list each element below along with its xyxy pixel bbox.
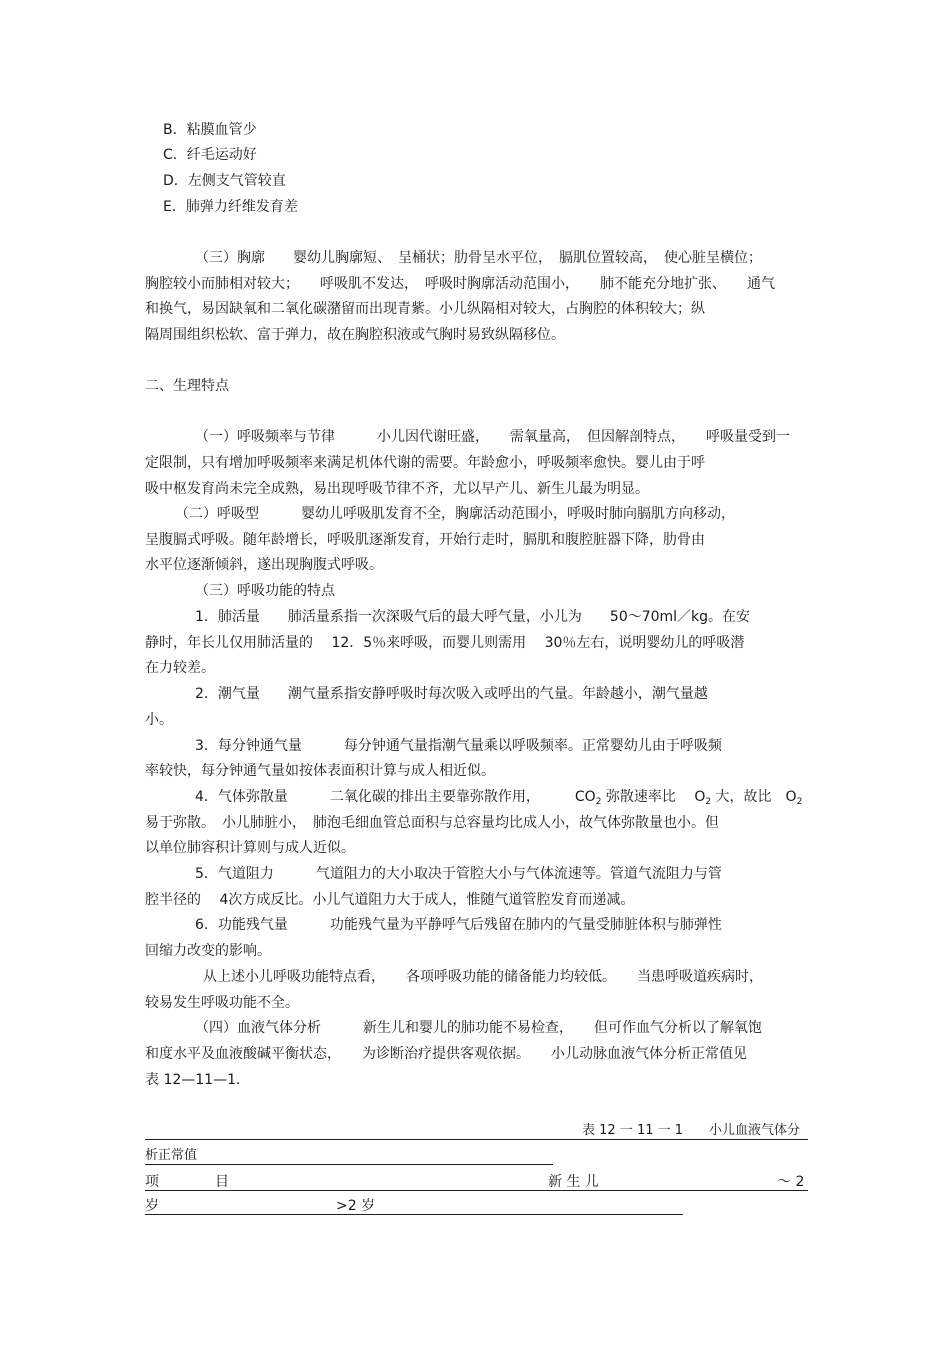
option-c: C．纤毛运动好 [163,147,257,163]
vital-capacity-line-3: 在力较差。 [145,660,215,676]
gas-diffusion-line-1 [195,788,802,811]
table-caption-rule [145,1164,553,1165]
rate-line-2: 定限制，只有增加呼吸频率来满足机体代谢的需要。年龄愈小，呼吸频率愈快。婴儿由于呼 [145,455,705,471]
gas-diffusion-text-c: 大，故比 O [711,789,797,805]
blood-gas-line-3: 表 12—11—1． [145,1072,250,1088]
blood-gas-line-1: （四）血液气体分析 新生儿和婴儿的肺功能不易检查， 但可作血气分析以了解氧饱 [195,1020,762,1036]
option-e: E．肺弹力纤维发育差 [163,199,298,215]
rate-line-3: 吸中枢发育尚未完全成熟，易出现呼吸节律不齐，尤以早产儿、新生儿最为明显。 [145,481,649,497]
gas-diffusion-line-2: 易于弥散。 小儿肺脏小， 肺泡毛细血管总面积与总容量均比成人小，故气体弥散量也小。但 [145,815,719,831]
table-header-range: ～ 2 [777,1174,805,1190]
minute-ventilation-line-1: 3．每分钟通气量 每分钟通气量指潮气量乘以呼吸频率。正常婴幼儿由于呼吸频 [195,738,722,754]
function-heading: （三）呼吸功能的特点 [195,583,335,599]
gas-diffusion-line-3: 以单位肺容积计算则与成人近似。 [145,840,355,856]
gas-diffusion-text-a: 4．气体弥散量 二氧化碳的排出主要靠弥散作用， CO [195,789,596,805]
table-header-newborn: 新 生 儿 [548,1174,599,1190]
table-header-over-2: >2 岁 [336,1198,376,1214]
table-top-rule [145,1139,808,1140]
table-header-range-unit: 岁 [145,1198,159,1214]
subscript: 2 [595,797,602,807]
residual-capacity-line-1: 6．功能残气量 功能残气量为平静呼气后残留在肺内的气量受肺脏体积与肺弹性 [195,917,722,933]
airway-resistance-line-2: 腔半径的 4次方成反比。小儿气道阻力大于成人，惟随气道管腔发育而递减。 [145,892,635,908]
table-header-bottom-rule [145,1214,683,1215]
type-line-1: （二）呼吸型 婴幼儿呼吸肌发育不全，胸廓活动范围小，呼吸时肺向膈肌方向移动， [175,506,735,522]
blood-gas-line-2: 和度水平及血液酸碱平衡状态， 为诊断治疗提供客观依据。 小儿动脉血液气体分析正常值见 [145,1046,747,1062]
subscript: 2 [796,797,803,807]
summary-line-2: 较易发生呼吸功能不全。 [145,995,299,1011]
section-heading: 二、生理特点 [145,378,229,394]
table-header-item: 项 目 [145,1174,229,1190]
option-b: B．粘膜血管少 [163,122,257,138]
thorax-line-4: 隔周围组织松软、富于弹力，故在胸腔积液或气胸时易致纵隔移位。 [145,327,565,343]
gas-diffusion-text-b: 弥散速率比 O [601,789,706,805]
table-caption: 表 12 一 11 一 1 小儿血液气体分 [582,1123,801,1138]
summary-line-1: 从上述小儿呼吸功能特点看， 各项呼吸功能的储备能力均较低。 当患呼吸道疾病时， [203,969,763,985]
thorax-line-3: 和换气，易因缺氧和二氧化碳潴留而出现青紫。小儿纵隔相对较大，占胸腔的体积较大；纵 [145,301,705,317]
rate-line-1: （一）呼吸频率与节律 小儿因代谢旺盛， 需氧量高， 但因解剖特点， 呼吸量受到一 [195,429,790,445]
thorax-line-2: 胸腔较小而肺相对较大； 呼吸肌不发达， 呼吸时胸廓活动范围小， 肺不能充分地扩张、 通气 [145,276,775,292]
thorax-line-1: （三）胸廓 婴幼儿胸廓短、 呈桶状；肋骨呈水平位， 膈肌位置较高， 使心脏呈横位； [195,250,762,266]
table-header-rule [145,1190,808,1191]
airway-resistance-line-1: 5．气道阻力 气道阻力的大小取决于管腔大小与气体流速等。管道气流阻力与管 [195,866,722,882]
subscript: 2 [705,797,712,807]
type-line-3: 水平位逐渐倾斜，遂出现胸腹式呼吸。 [145,557,383,573]
residual-capacity-line-2: 回缩力改变的影响。 [145,943,271,959]
vital-capacity-line-2: 静时，年长儿仅用肺活量的 12．5％来呼吸，而婴儿则需用 30％左右，说明婴幼儿的呼吸潜 [145,635,745,651]
minute-ventilation-line-2: 率较快，每分钟通气量如按体表面积计算与成人相近似。 [145,763,495,779]
vital-capacity-line-1: 1．肺活量 肺活量系指一次深吸气后的最大呼气量，小儿为 50～70ml／kg。在安 [195,609,751,625]
table-caption-continued: 析正常值 [145,1148,198,1163]
option-d: D．左侧支气管较直 [163,173,286,189]
type-line-2: 呈腹膈式呼吸。随年龄增长，呼吸肌逐渐发育，开始行走时，膈肌和腹腔脏器下降，肋骨由 [145,532,705,548]
tidal-volume-line-1: 2．潮气量 潮气量系指安静呼吸时每次吸入或呼出的气量。年龄越小，潮气量越 [195,686,708,702]
tidal-volume-line-2: 小。 [145,712,173,728]
